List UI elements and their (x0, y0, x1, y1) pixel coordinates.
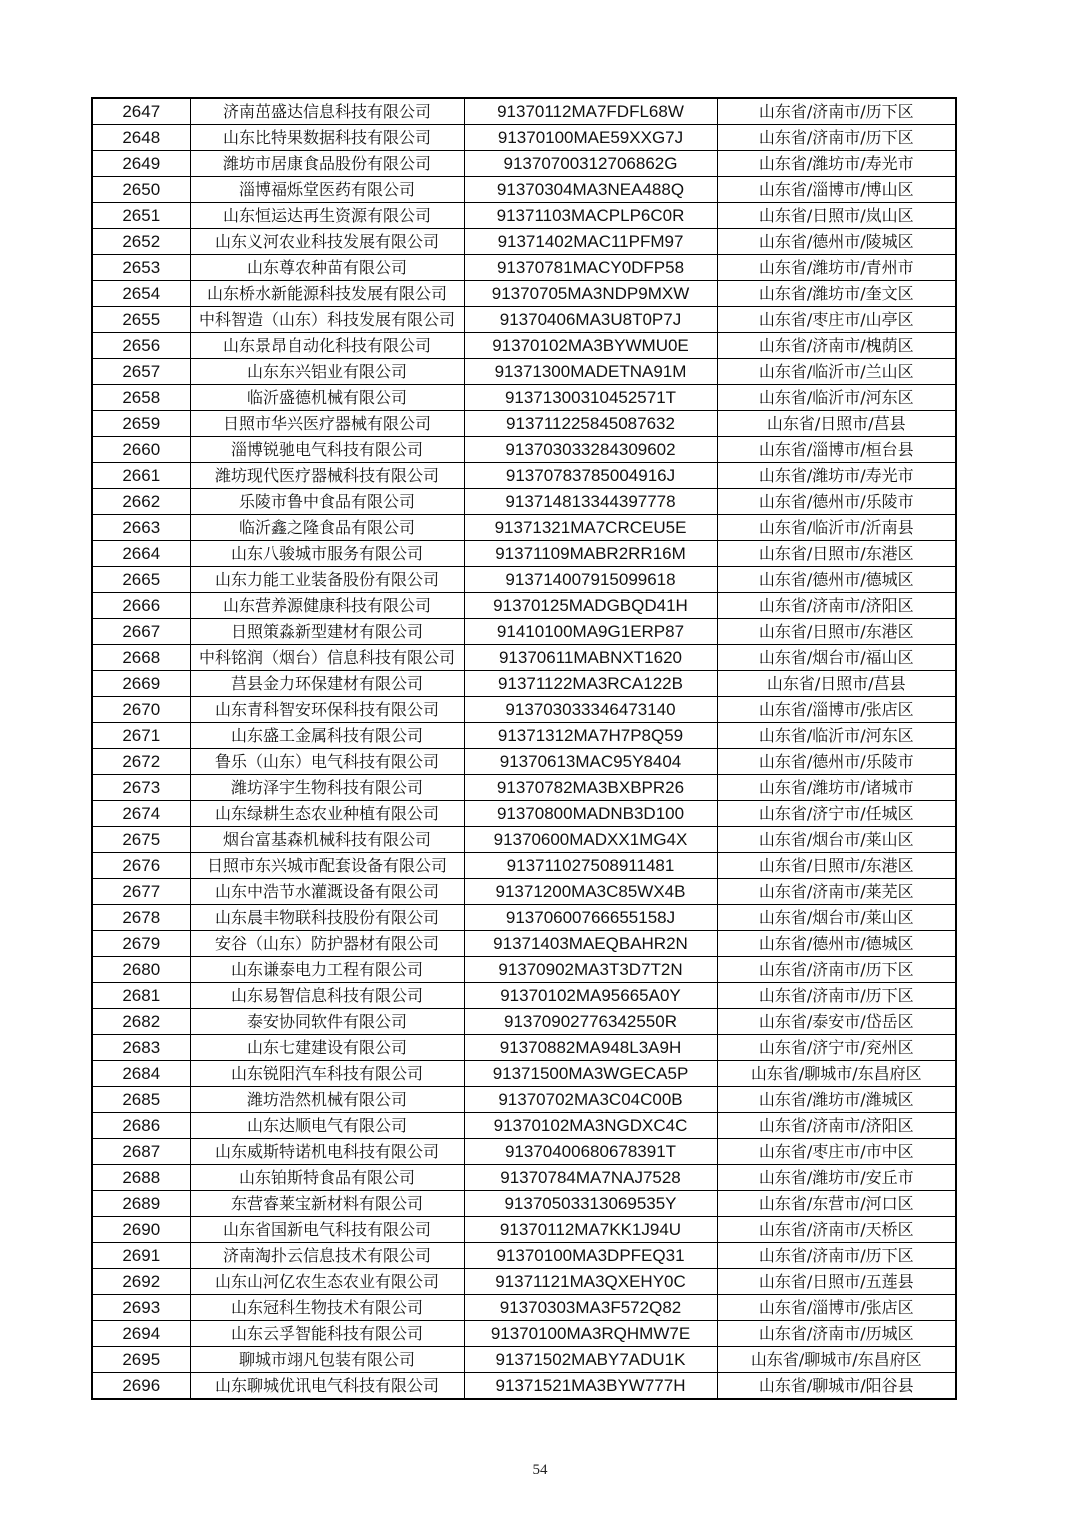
region-cell: 山东省/临沂市/河东区 (717, 723, 956, 749)
company-name-cell: 山东晨丰物联科技股份有限公司 (190, 905, 464, 931)
row-number-cell: 2673 (92, 775, 190, 801)
credit-code-cell: 91370600766655158J (464, 905, 717, 931)
table-row (92, 1139, 956, 1165)
credit-code-cell: 91370102MA95665A0Y (464, 983, 717, 1009)
table-row (92, 775, 956, 801)
region-cell: 山东省/济宁市/任城区 (717, 801, 956, 827)
region-cell: 山东省/聊城市/东昌府区 (717, 1347, 956, 1373)
credit-code-cell: 91370112MA7FDFL68W (464, 98, 717, 125)
row-number-cell: 2689 (92, 1191, 190, 1217)
region-cell: 山东省/潍坊市/诸城市 (717, 775, 956, 801)
company-name-cell: 山东威斯特诺机电科技有限公司 (190, 1139, 464, 1165)
credit-code-cell: 91371500MA3WGECA5P (464, 1061, 717, 1087)
table-row (92, 1087, 956, 1113)
row-number-cell: 2665 (92, 567, 190, 593)
region-cell: 山东省/潍坊市/奎文区 (717, 281, 956, 307)
region-cell: 山东省/济南市/莱芜区 (717, 879, 956, 905)
table-row (92, 723, 956, 749)
row-number-cell: 2672 (92, 749, 190, 775)
table-row (92, 853, 956, 879)
company-name-cell: 山东山河亿农生态农业有限公司 (190, 1269, 464, 1295)
row-number-cell: 2682 (92, 1009, 190, 1035)
company-name-cell: 临沂鑫之隆食品有限公司 (190, 515, 464, 541)
region-cell: 山东省/东营市/河口区 (717, 1191, 956, 1217)
company-name-cell: 山东省国新电气科技有限公司 (190, 1217, 464, 1243)
company-name-cell: 山东锐阳汽车科技有限公司 (190, 1061, 464, 1087)
table-row (92, 957, 956, 983)
credit-code-cell: 913711027508911481 (464, 853, 717, 879)
credit-code-cell: 91370503313069535Y (464, 1191, 717, 1217)
company-name-cell: 山东恒运达再生资源有限公司 (190, 203, 464, 229)
row-number-cell: 2664 (92, 541, 190, 567)
table-row (92, 1269, 956, 1295)
credit-code-cell: 91370100MAE59XXG7J (464, 125, 717, 151)
row-number-cell: 2687 (92, 1139, 190, 1165)
credit-code-cell: 91371502MABY7ADU1K (464, 1347, 717, 1373)
company-name-cell: 山东易智信息科技有限公司 (190, 983, 464, 1009)
table-row (92, 1113, 956, 1139)
row-number-cell: 2663 (92, 515, 190, 541)
credit-code-cell: 91370705MA3NDP9MXW (464, 281, 717, 307)
credit-code-cell: 91371321MA7CRCEU5E (464, 515, 717, 541)
company-name-cell: 潍坊浩然机械有限公司 (190, 1087, 464, 1113)
region-cell: 山东省/济南市/历下区 (717, 98, 956, 125)
table-row (92, 931, 956, 957)
row-number-cell: 2654 (92, 281, 190, 307)
row-number-cell: 2671 (92, 723, 190, 749)
region-cell: 山东省/淄博市/张店区 (717, 1295, 956, 1321)
region-cell: 山东省/济南市/历下区 (717, 983, 956, 1009)
table-row (92, 151, 956, 177)
company-name-cell: 山东绿耕生态农业种植有限公司 (190, 801, 464, 827)
row-number-cell: 2676 (92, 853, 190, 879)
row-number-cell: 2653 (92, 255, 190, 281)
table-row (92, 177, 956, 203)
credit-code-cell: 913703033284309602 (464, 437, 717, 463)
company-name-cell: 鲁乐（山东）电气科技有限公司 (190, 749, 464, 775)
table-row (92, 98, 956, 125)
credit-code-cell: 91370782MA3BXBPR26 (464, 775, 717, 801)
row-number-cell: 2690 (92, 1217, 190, 1243)
table-row (92, 541, 956, 567)
row-number-cell: 2651 (92, 203, 190, 229)
row-number-cell: 2681 (92, 983, 190, 1009)
row-number-cell: 2674 (92, 801, 190, 827)
table-row (92, 359, 956, 385)
row-number-cell: 2662 (92, 489, 190, 515)
company-name-cell: 聊城市翊凡包装有限公司 (190, 1347, 464, 1373)
company-name-cell: 烟台富基森机械科技有限公司 (190, 827, 464, 853)
table-row (92, 827, 956, 853)
table-row (92, 203, 956, 229)
company-name-cell: 淄博锐驰电气科技有限公司 (190, 437, 464, 463)
row-number-cell: 2683 (92, 1035, 190, 1061)
region-cell: 山东省/聊城市/阳谷县 (717, 1373, 956, 1400)
row-number-cell: 2694 (92, 1321, 190, 1347)
region-cell: 山东省/潍坊市/潍城区 (717, 1087, 956, 1113)
region-cell: 山东省/德州市/乐陵市 (717, 749, 956, 775)
region-cell: 山东省/济南市/历下区 (717, 957, 956, 983)
row-number-cell: 2695 (92, 1347, 190, 1373)
region-cell: 山东省/德州市/陵城区 (717, 229, 956, 255)
company-name-cell: 山东云孚智能科技有限公司 (190, 1321, 464, 1347)
row-number-cell: 2652 (92, 229, 190, 255)
table-row (92, 801, 956, 827)
company-name-cell: 山东八骏城市服务有限公司 (190, 541, 464, 567)
table-row (92, 307, 956, 333)
row-number-cell: 2679 (92, 931, 190, 957)
credit-code-cell: 91370600MADXX1MG4X (464, 827, 717, 853)
table-row (92, 463, 956, 489)
credit-code-cell: 91371300MADETNA91M (464, 359, 717, 385)
company-name-cell: 潍坊泽宇生物科技有限公司 (190, 775, 464, 801)
region-cell: 山东省/日照市/岚山区 (717, 203, 956, 229)
credit-code-cell: 91410100MA9G1ERP87 (464, 619, 717, 645)
table-row (92, 1295, 956, 1321)
region-cell: 山东省/济南市/槐荫区 (717, 333, 956, 359)
region-cell: 山东省/德州市/德城区 (717, 567, 956, 593)
company-name-cell: 山东比特果数据科技有限公司 (190, 125, 464, 151)
row-number-cell: 2659 (92, 411, 190, 437)
region-cell: 山东省/日照市/东港区 (717, 541, 956, 567)
company-name-cell: 泰安协同软件有限公司 (190, 1009, 464, 1035)
region-cell: 山东省/烟台市/福山区 (717, 645, 956, 671)
company-name-cell: 济南茁盛达信息科技有限公司 (190, 98, 464, 125)
table-row (92, 1321, 956, 1347)
row-number-cell: 2657 (92, 359, 190, 385)
region-cell: 山东省/德州市/德城区 (717, 931, 956, 957)
row-number-cell: 2691 (92, 1243, 190, 1269)
credit-code-cell: 91370784MA7NAJ7528 (464, 1165, 717, 1191)
company-name-cell: 日照策淼新型建材有限公司 (190, 619, 464, 645)
credit-code-cell: 91370902776342550R (464, 1009, 717, 1035)
credit-code-cell: 91370902MA3T3D7T2N (464, 957, 717, 983)
table-row (92, 385, 956, 411)
company-name-cell: 山东盛工金属科技有限公司 (190, 723, 464, 749)
company-name-cell: 山东七建建设有限公司 (190, 1035, 464, 1061)
company-name-cell: 潍坊现代医疗器械科技有限公司 (190, 463, 464, 489)
credit-code-cell: 91370112MA7KK1J94U (464, 1217, 717, 1243)
credit-code-cell: 91370100MA3DPFEQ31 (464, 1243, 717, 1269)
table-row (92, 749, 956, 775)
region-cell: 山东省/日照市/莒县 (717, 411, 956, 437)
region-cell: 山东省/济南市/天桥区 (717, 1217, 956, 1243)
region-cell: 山东省/临沂市/河东区 (717, 385, 956, 411)
row-number-cell: 2669 (92, 671, 190, 697)
credit-code-cell: 91371103MACPLP6C0R (464, 203, 717, 229)
company-name-cell: 中科智造（山东）科技发展有限公司 (190, 307, 464, 333)
table-body (92, 98, 956, 1399)
row-number-cell: 2667 (92, 619, 190, 645)
table-row (92, 567, 956, 593)
credit-code-cell: 91371121MA3QXEHY0C (464, 1269, 717, 1295)
company-name-cell: 山东桥水新能源科技发展有限公司 (190, 281, 464, 307)
credit-code-cell: 913714007915099618 (464, 567, 717, 593)
table-row (92, 1373, 956, 1400)
credit-code-cell: 91370702MA3C04C00B (464, 1087, 717, 1113)
credit-code-cell: 91371122MA3RCA122B (464, 671, 717, 697)
page-number: 54 (532, 1462, 548, 1478)
credit-code-cell: 91370102MA3BYWMU0E (464, 333, 717, 359)
row-number-cell: 2658 (92, 385, 190, 411)
table-row (92, 1243, 956, 1269)
region-cell: 山东省/日照市/东港区 (717, 619, 956, 645)
region-cell: 山东省/枣庄市/市中区 (717, 1139, 956, 1165)
region-cell: 山东省/日照市/五莲县 (717, 1269, 956, 1295)
company-name-cell: 中科铭润（烟台）信息科技有限公司 (190, 645, 464, 671)
credit-code-cell: 91370700312706862G (464, 151, 717, 177)
credit-code-cell: 91370613MAC95Y8404 (464, 749, 717, 775)
credit-code-cell: 91371521MA3BYW777H (464, 1373, 717, 1400)
credit-code-cell: 91371300310452571T (464, 385, 717, 411)
company-name-cell: 东营睿莱宝新材料有限公司 (190, 1191, 464, 1217)
company-name-cell: 山东冠科生物技术有限公司 (190, 1295, 464, 1321)
row-number-cell: 2692 (92, 1269, 190, 1295)
row-number-cell: 2656 (92, 333, 190, 359)
region-cell: 山东省/潍坊市/寿光市 (717, 151, 956, 177)
row-number-cell: 2670 (92, 697, 190, 723)
table-row (92, 905, 956, 931)
row-number-cell: 2693 (92, 1295, 190, 1321)
row-number-cell: 2686 (92, 1113, 190, 1139)
company-name-cell: 日照市东兴城市配套设备有限公司 (190, 853, 464, 879)
company-name-cell: 山东东兴铝业有限公司 (190, 359, 464, 385)
company-list-table (91, 97, 957, 1400)
table-row (92, 333, 956, 359)
credit-code-cell: 91370800MADNB3D100 (464, 801, 717, 827)
credit-code-cell: 91370783785004916J (464, 463, 717, 489)
region-cell: 山东省/临沂市/沂南县 (717, 515, 956, 541)
table-row (92, 1061, 956, 1087)
region-cell: 山东省/济南市/济阳区 (717, 593, 956, 619)
row-number-cell: 2677 (92, 879, 190, 905)
credit-code-cell: 91371200MA3C85WX4B (464, 879, 717, 905)
credit-code-cell: 91370611MABNXT1620 (464, 645, 717, 671)
table-row (92, 255, 956, 281)
credit-code-cell: 91371402MAC11PFM97 (464, 229, 717, 255)
row-number-cell: 2680 (92, 957, 190, 983)
credit-code-cell: 91370882MA948L3A9H (464, 1035, 717, 1061)
table-row (92, 1165, 956, 1191)
credit-code-cell: 913703033346473140 (464, 697, 717, 723)
table-row (92, 489, 956, 515)
region-cell: 山东省/日照市/东港区 (717, 853, 956, 879)
region-cell: 山东省/烟台市/莱山区 (717, 905, 956, 931)
company-name-cell: 日照市华兴医疗器械有限公司 (190, 411, 464, 437)
credit-code-cell: 91371403MAEQBAHR2N (464, 931, 717, 957)
credit-code-cell: 913714813344397778 (464, 489, 717, 515)
row-number-cell: 2649 (92, 151, 190, 177)
region-cell: 山东省/济南市/济阳区 (717, 1113, 956, 1139)
credit-code-cell: 91370100MA3RQHMW7E (464, 1321, 717, 1347)
region-cell: 山东省/淄博市/张店区 (717, 697, 956, 723)
company-name-cell: 山东营养源健康科技有限公司 (190, 593, 464, 619)
region-cell: 山东省/济宁市/兖州区 (717, 1035, 956, 1061)
table-row (92, 1191, 956, 1217)
company-name-cell: 山东尊农种苗有限公司 (190, 255, 464, 281)
company-name-cell: 山东力能工业装备股份有限公司 (190, 567, 464, 593)
row-number-cell: 2668 (92, 645, 190, 671)
row-number-cell: 2675 (92, 827, 190, 853)
table-row (92, 281, 956, 307)
credit-code-cell: 91370303MA3F572Q82 (464, 1295, 717, 1321)
table-row (92, 1009, 956, 1035)
company-name-cell: 山东谦泰电力工程有限公司 (190, 957, 464, 983)
table-row (92, 593, 956, 619)
company-name-cell: 乐陵市鲁中食品有限公司 (190, 489, 464, 515)
credit-code-cell: 91370304MA3NEA488Q (464, 177, 717, 203)
company-name-cell: 山东铂斯特食品有限公司 (190, 1165, 464, 1191)
region-cell: 山东省/德州市/乐陵市 (717, 489, 956, 515)
table-row (92, 411, 956, 437)
company-name-cell: 安谷（山东）防护器材有限公司 (190, 931, 464, 957)
table-row (92, 671, 956, 697)
region-cell: 山东省/济南市/历下区 (717, 125, 956, 151)
credit-code-cell: 91371312MA7H7P8Q59 (464, 723, 717, 749)
company-name-cell: 临沂盛德机械有限公司 (190, 385, 464, 411)
company-name-cell: 山东聊城优讯电气科技有限公司 (190, 1373, 464, 1400)
row-number-cell: 2685 (92, 1087, 190, 1113)
region-cell: 山东省/潍坊市/安丘市 (717, 1165, 956, 1191)
row-number-cell: 2648 (92, 125, 190, 151)
region-cell: 山东省/潍坊市/青州市 (717, 255, 956, 281)
row-number-cell: 2678 (92, 905, 190, 931)
region-cell: 山东省/济南市/历下区 (717, 1243, 956, 1269)
company-name-cell: 潍坊市居康食品股份有限公司 (190, 151, 464, 177)
company-name-cell: 山东中浩节水灌溉设备有限公司 (190, 879, 464, 905)
table-row (92, 619, 956, 645)
region-cell: 山东省/淄博市/博山区 (717, 177, 956, 203)
table-row (92, 983, 956, 1009)
credit-code-cell: 91371109MABR2RR16M (464, 541, 717, 567)
region-cell: 山东省/淄博市/桓台县 (717, 437, 956, 463)
row-number-cell: 2688 (92, 1165, 190, 1191)
table-row (92, 1217, 956, 1243)
row-number-cell: 2684 (92, 1061, 190, 1087)
region-cell: 山东省/日照市/莒县 (717, 671, 956, 697)
company-name-cell: 莒县金力环保建材有限公司 (190, 671, 464, 697)
table-row (92, 125, 956, 151)
row-number-cell: 2661 (92, 463, 190, 489)
table-row (92, 229, 956, 255)
credit-code-cell: 913711225845087632 (464, 411, 717, 437)
table-row (92, 1035, 956, 1061)
region-cell: 山东省/枣庄市/山亭区 (717, 307, 956, 333)
row-number-cell: 2660 (92, 437, 190, 463)
table-row (92, 1347, 956, 1373)
credit-code-cell: 91370102MA3NGDXC4C (464, 1113, 717, 1139)
table-row (92, 697, 956, 723)
row-number-cell: 2666 (92, 593, 190, 619)
company-name-cell: 济南淘扑云信息技术有限公司 (190, 1243, 464, 1269)
region-cell: 山东省/临沂市/兰山区 (717, 359, 956, 385)
company-name-cell: 山东青科智安环保科技有限公司 (190, 697, 464, 723)
company-name-cell: 山东义河农业科技发展有限公司 (190, 229, 464, 255)
region-cell: 山东省/潍坊市/寿光市 (717, 463, 956, 489)
table-row (92, 437, 956, 463)
credit-code-cell: 91370125MADGBQD41H (464, 593, 717, 619)
region-cell: 山东省/聊城市/东昌府区 (717, 1061, 956, 1087)
region-cell: 山东省/泰安市/岱岳区 (717, 1009, 956, 1035)
credit-code-cell: 91370406MA3U8T0P7J (464, 307, 717, 333)
row-number-cell: 2647 (92, 98, 190, 125)
region-cell: 山东省/济南市/历城区 (717, 1321, 956, 1347)
credit-code-cell: 91370400680678391T (464, 1139, 717, 1165)
table-row (92, 515, 956, 541)
row-number-cell: 2655 (92, 307, 190, 333)
company-name-cell: 淄博福烁堂医药有限公司 (190, 177, 464, 203)
company-name-cell: 山东景昂自动化科技有限公司 (190, 333, 464, 359)
table-row (92, 645, 956, 671)
table-row (92, 879, 956, 905)
region-cell: 山东省/烟台市/莱山区 (717, 827, 956, 853)
company-name-cell: 山东达顺电气有限公司 (190, 1113, 464, 1139)
row-number-cell: 2650 (92, 177, 190, 203)
row-number-cell: 2696 (92, 1373, 190, 1400)
credit-code-cell: 91370781MACY0DFP58 (464, 255, 717, 281)
